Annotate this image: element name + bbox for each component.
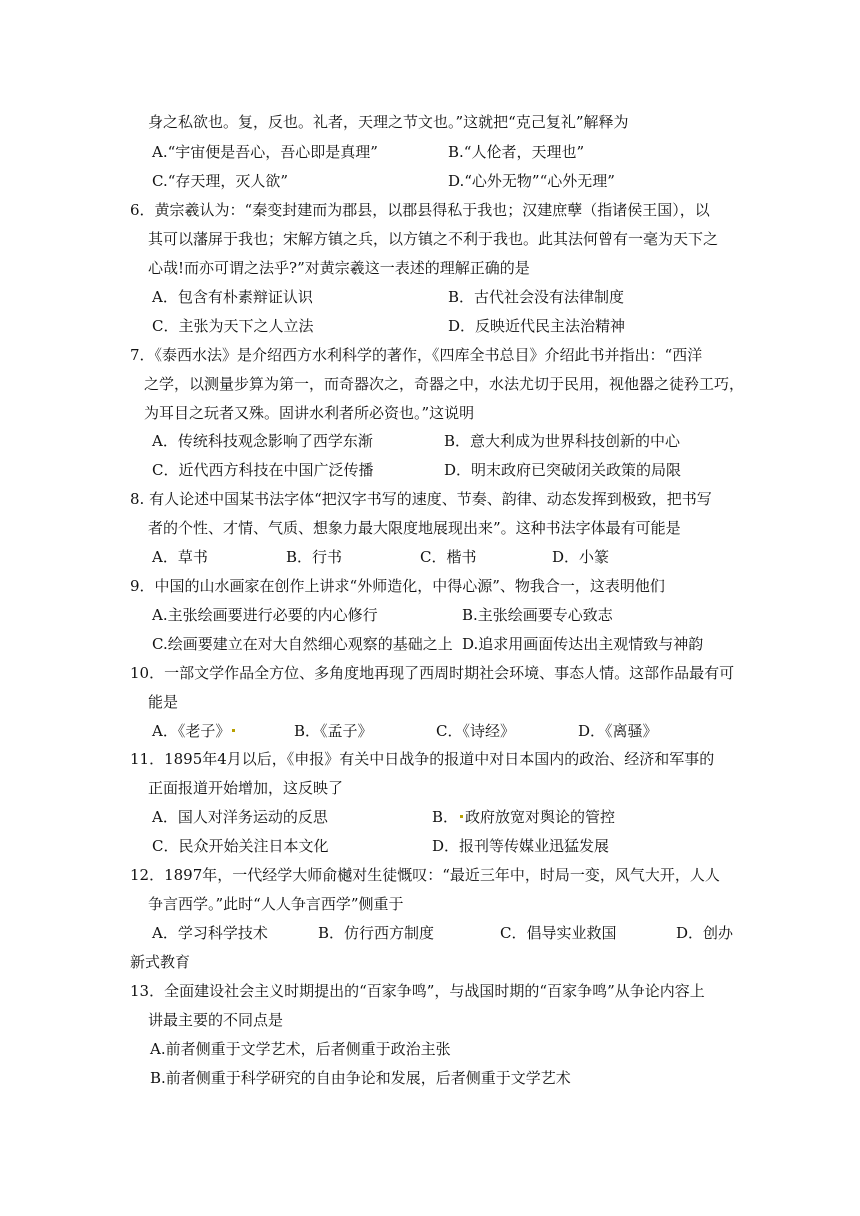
q5-option-b[interactable]: B.“人伦者，天理也” <box>448 143 585 161</box>
q6-stem-line-1: 6．黄宗羲认为：“秦变封建而为郡县，以郡县得私于我也；汉建庶孽（指诸侯王国），以 <box>130 201 710 219</box>
q10-option-c[interactable]: C．《诗经》 <box>436 722 515 740</box>
q13-option-a[interactable]: A.前者侧重于文学艺术，后者侧重于政治主张 <box>150 1040 451 1058</box>
q7-stem-line-2: 之学，以测量步算为第一，而奇器次之，奇器之中，水法尤切于民用，视他器之徒矜工巧， <box>144 375 745 393</box>
q11-option-b-letter: B． <box>432 808 459 826</box>
q9-option-c[interactable]: C.绘画要建立在对大自然细心观察的基础之上 <box>152 635 453 653</box>
q6-option-c[interactable]: C．主张为天下之人立法 <box>152 317 314 335</box>
speck-mark <box>460 815 463 818</box>
q6-option-d[interactable]: D．反映近代民主法治精神 <box>448 317 626 335</box>
q12-option-b[interactable]: B．仿行西方制度 <box>318 924 435 942</box>
q6-option-a[interactable]: A．包含有朴素辩证认识 <box>152 288 313 306</box>
q9-option-a[interactable]: A.主张绘画要进行必要的内心修行 <box>152 606 378 624</box>
q10-stem-line-2: 能是 <box>148 693 179 711</box>
q5-option-d[interactable]: D.“心外无物”“心外无理” <box>448 172 615 190</box>
q13-option-b[interactable]: B.前者侧重于科学研究的自由争论和发展，后者侧重于文学艺术 <box>150 1069 571 1087</box>
speck-mark <box>232 729 235 732</box>
q11-option-d[interactable]: D．报刊等传媒业迅猛发展 <box>432 837 610 855</box>
q9-option-b[interactable]: B.主张绘画要专心致志 <box>462 606 613 624</box>
q6-stem-line-3: 心哉!而亦可谓之法乎?”对黄宗羲这一表述的理解正确的是 <box>148 259 530 277</box>
q12-option-a[interactable]: A．学习科学技术 <box>152 924 268 942</box>
q7-option-b[interactable]: B．意大利成为世界科技创新的中心 <box>444 432 681 450</box>
q8-option-a[interactable]: A．草书 <box>152 548 208 566</box>
q11-option-c[interactable]: C．民众开始关注日本文化 <box>152 837 329 855</box>
q8-stem-line-2: 者的个性、才情、气质、想象力最大限度地展现出来”。这种书法字体最有可能是 <box>148 519 681 537</box>
q6-stem-line-2: 其可以藩屏于我也；宋解方镇之兵，以方镇之不利于我也。此其法何曾有一毫为天下之 <box>148 230 719 248</box>
q5-option-c[interactable]: C.“存天理，灭人欲” <box>152 172 289 190</box>
q10-option-d[interactable]: D．《离骚》 <box>578 722 658 740</box>
q11-stem-line-2: 正面报道开始增加，这反映了 <box>148 779 344 797</box>
q9-stem-line-1: 9．中国的山水画家在创作上讲求“外师造化，中得心源”、物我合一，这表明他们 <box>130 577 665 595</box>
q11-option-a[interactable]: A．国人对洋务运动的反思 <box>152 808 328 826</box>
q5-text-tail: 身之私欲也。复，反也。礼者，天理之节文也。”这就把“克己复礼”解释为 <box>148 113 629 131</box>
q11-stem-line-1: 11．1895年4月以后，《申报》有关中日战争的报道中对日本国内的政治、经济和军事的 <box>130 750 715 768</box>
q7-option-a[interactable]: A．传统科技观念影响了西学东渐 <box>152 432 373 450</box>
q11-option-b-label: 政府放宽对舆论的管控 <box>465 808 616 826</box>
q12-option-d[interactable]: D．创办 <box>676 924 734 942</box>
q12-stem-line-2: 争言西学。”此时“人人争言西学”侧重于 <box>148 895 404 913</box>
q7-stem-line-3: 为耳目之玩者又殊。固讲水利者所必资也。”这说明 <box>144 404 475 422</box>
q7-stem-line-1: 7．《泰西水法》是介绍西方水利科学的著作，《四库全书总目》介绍此书并指出：“西洋 <box>130 346 703 364</box>
q11-option-b[interactable] <box>432 807 615 827</box>
q8-stem-line-1: 8. 有人论述中国某书法字体“把汉字书写的速度、节奏、韵律、动态发挥到极致，把书写 <box>130 490 712 508</box>
q6-option-b[interactable]: B．古代社会没有法律制度 <box>448 288 625 306</box>
q12-option-d-continued: 新式教育 <box>130 953 191 971</box>
q7-option-c[interactable]: C．近代西方科技在中国广泛传播 <box>152 461 374 479</box>
q5-option-a[interactable]: A.“宇宙便是吾心，吾心即是真理” <box>152 143 378 161</box>
q13-stem-line-2: 讲最主要的不同点是 <box>148 1011 284 1029</box>
q12-stem-line-1: 12．1897年，一代经学大师俞樾对生徒慨叹：“最近三年中，时局一变，风气大开，人人 <box>130 866 720 884</box>
q8-option-c[interactable]: C．楷书 <box>420 548 477 566</box>
q10-stem-line-1: 10．一部文学作品全方位、多角度地再现了西周时期社会环境、事态人情。这部作品最有可 <box>130 664 735 682</box>
q10-option-b[interactable]: B．《孟子》 <box>294 722 373 740</box>
q8-option-b[interactable]: B．行书 <box>286 548 343 566</box>
q13-stem-line-1: 13．全面建设社会主义时期提出的“百家争鸣”，与战国时期的“百家争鸣”从争论内容上 <box>130 982 705 1000</box>
q10-option-a-label: A．《老子》 <box>152 722 231 740</box>
q9-option-d[interactable]: D.追求用画面传达出主观情致与神韵 <box>462 635 704 653</box>
q7-option-d[interactable]: D．明末政府已突破闭关政策的局限 <box>444 461 682 479</box>
q8-option-d[interactable]: D．小篆 <box>552 548 610 566</box>
q12-option-c[interactable]: C．倡导实业救国 <box>500 924 617 942</box>
q10-option-a[interactable] <box>152 721 237 741</box>
